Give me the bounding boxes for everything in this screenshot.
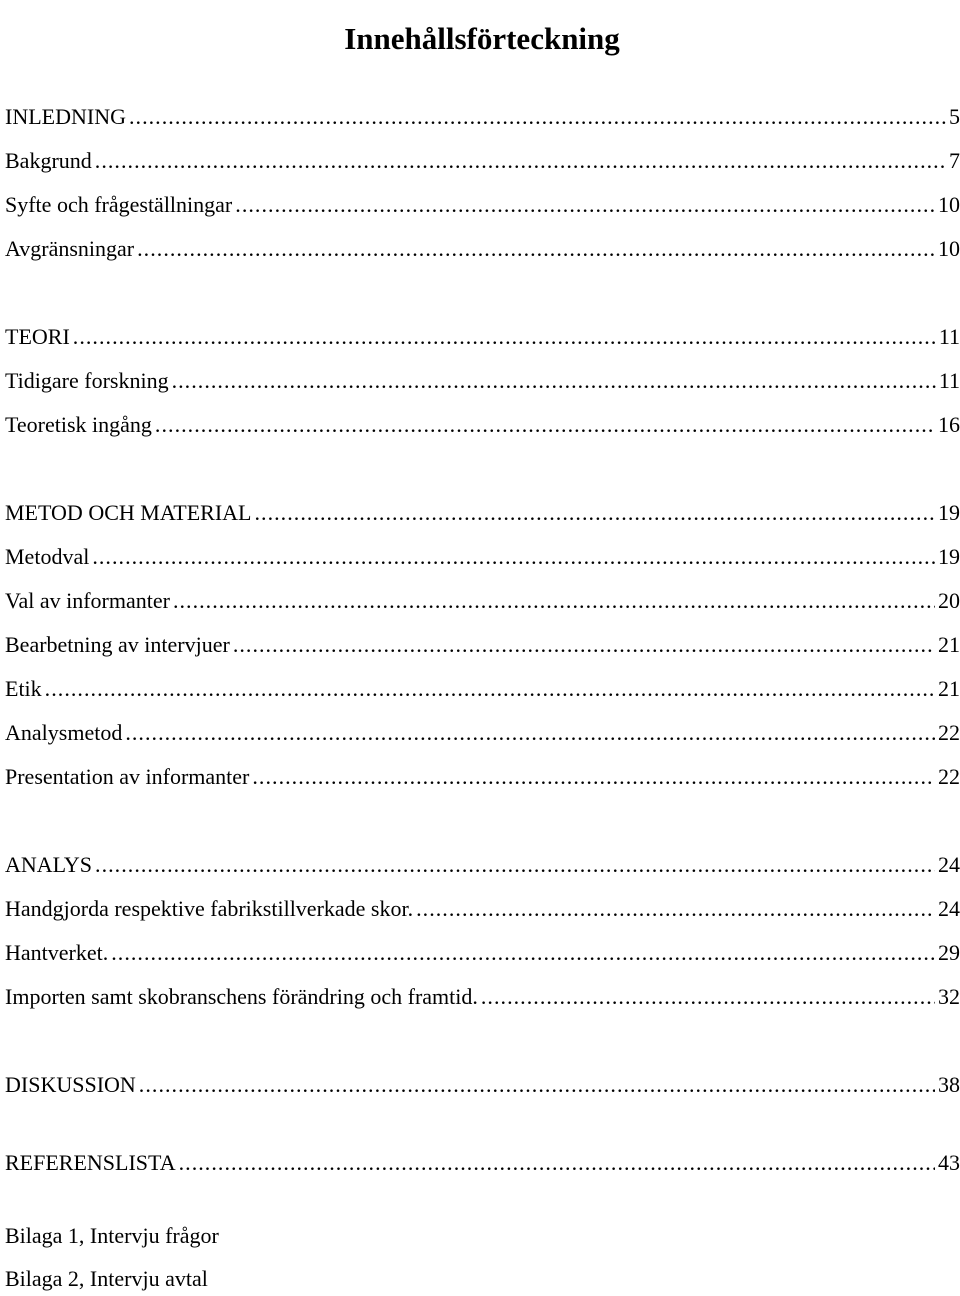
toc-dot-leader bbox=[173, 586, 935, 616]
toc-page-number: 24 bbox=[938, 852, 960, 877]
toc-dot-leader bbox=[481, 982, 935, 1012]
toc-entry-label: METOD OCH MATERIAL bbox=[5, 500, 252, 525]
toc-entry-syfte[interactable] bbox=[5, 190, 960, 220]
toc-entry-label: Syfte och frågeställningar bbox=[5, 192, 233, 217]
toc-entry-label: Bearbetning av intervjuer bbox=[5, 632, 230, 657]
toc-entry-inledning[interactable] bbox=[5, 102, 960, 132]
toc-entry-avgransningar[interactable] bbox=[5, 234, 960, 264]
toc-entry-label: Analysmetod bbox=[5, 720, 123, 745]
toc-page-number: 16 bbox=[938, 412, 960, 437]
toc-dot-leader bbox=[92, 542, 935, 572]
toc-entry-label: ANALYS bbox=[5, 852, 93, 877]
toc-page-number: 22 bbox=[938, 720, 960, 745]
toc-page-number: 20 bbox=[938, 588, 960, 613]
toc-dot-leader bbox=[137, 234, 935, 264]
appendix-1: Bilaga 1, Intervju frågor bbox=[5, 1223, 219, 1248]
toc-entry-diskussion[interactable] bbox=[5, 1070, 960, 1100]
toc-entry-importen[interactable] bbox=[5, 982, 960, 1012]
toc-dot-leader bbox=[172, 366, 936, 396]
toc-page-number: 21 bbox=[938, 676, 960, 701]
toc-dot-leader bbox=[129, 102, 946, 132]
toc-dot-leader bbox=[252, 762, 935, 792]
toc-dot-leader bbox=[416, 894, 935, 924]
page-title: Innehållsförteckning bbox=[344, 20, 620, 56]
toc-entry-teori[interactable] bbox=[5, 322, 960, 352]
toc-dot-leader bbox=[95, 146, 946, 176]
toc-page-number: 11 bbox=[938, 368, 960, 393]
toc-entry-label: Presentation av informanter bbox=[5, 764, 250, 789]
toc-entry-label: Metodval bbox=[5, 544, 90, 569]
toc-dot-leader bbox=[254, 498, 935, 528]
appendix-2: Bilaga 2, Intervju avtal bbox=[5, 1266, 208, 1291]
toc-dot-leader bbox=[73, 322, 936, 352]
toc-page-number: 11 bbox=[938, 324, 960, 349]
toc-page-number: 10 bbox=[938, 236, 960, 261]
toc-entry-label: DISKUSSION bbox=[5, 1072, 136, 1097]
toc-entry-label: Tidigare forskning bbox=[5, 368, 169, 393]
toc-entry-handgjorda[interactable] bbox=[5, 894, 960, 924]
toc-entry-label: REFERENSLISTA bbox=[5, 1150, 176, 1175]
toc-page-number: 43 bbox=[938, 1150, 960, 1175]
toc-page-number: 21 bbox=[938, 632, 960, 657]
toc-dot-leader bbox=[233, 630, 935, 660]
toc-entry-label: Importen samt skobranschens förändring och framtid. bbox=[5, 984, 478, 1009]
toc-entry-teoretisk-ingang[interactable] bbox=[5, 410, 960, 440]
toc-entry-label: Hantverket. bbox=[5, 940, 109, 965]
toc-page-number: 38 bbox=[938, 1072, 960, 1097]
toc-page-number: 32 bbox=[938, 984, 960, 1009]
toc-entry-tidigare-forskning[interactable] bbox=[5, 366, 960, 396]
toc-entry-label: Etik bbox=[5, 676, 42, 701]
toc-page-number: 19 bbox=[938, 500, 960, 525]
toc-page-number: 19 bbox=[938, 544, 960, 569]
toc-entry-bearbetning[interactable] bbox=[5, 630, 960, 660]
toc-dot-leader bbox=[179, 1148, 935, 1178]
toc-entry-label: TEORI bbox=[5, 324, 70, 349]
toc-entry-referenslista[interactable] bbox=[5, 1148, 960, 1178]
toc-entry-etik[interactable] bbox=[5, 674, 960, 704]
toc-dot-leader bbox=[139, 1070, 935, 1100]
toc-page-number: 22 bbox=[938, 764, 960, 789]
toc-entry-label: INLEDNING bbox=[5, 104, 126, 129]
toc-entry-label: Handgjorda respektive fabrikstillverkade skor. bbox=[5, 896, 414, 921]
toc-entry-label: Avgränsningar bbox=[5, 236, 135, 261]
toc-dot-leader bbox=[95, 850, 935, 880]
toc-entry-presentation[interactable] bbox=[5, 762, 960, 792]
toc-page-number: 10 bbox=[938, 192, 960, 217]
toc-entry-analys[interactable] bbox=[5, 850, 960, 880]
toc-dot-leader bbox=[111, 938, 935, 968]
toc-entry-label: Teoretisk ingång bbox=[5, 412, 152, 437]
toc-page-number: 24 bbox=[938, 896, 960, 921]
toc-dot-leader bbox=[45, 674, 935, 704]
toc-entry-label: Bakgrund bbox=[5, 148, 92, 173]
toc-entry-metod-och-material[interactable] bbox=[5, 498, 960, 528]
toc-dot-leader bbox=[155, 410, 935, 440]
toc-entry-label: Val av informanter bbox=[5, 588, 170, 613]
toc-entry-metodval[interactable] bbox=[5, 542, 960, 572]
toc-page-number: 7 bbox=[949, 148, 960, 173]
toc-entry-analysmetod[interactable] bbox=[5, 718, 960, 748]
toc-entry-hantverket[interactable] bbox=[5, 938, 960, 968]
toc-entry-val-av-informanter[interactable] bbox=[5, 586, 960, 616]
toc-dot-leader bbox=[125, 718, 935, 748]
toc-page-number: 29 bbox=[938, 940, 960, 965]
toc-page-number: 5 bbox=[949, 104, 960, 129]
toc-entry-bakgrund[interactable] bbox=[5, 146, 960, 176]
toc-dot-leader bbox=[235, 190, 935, 220]
